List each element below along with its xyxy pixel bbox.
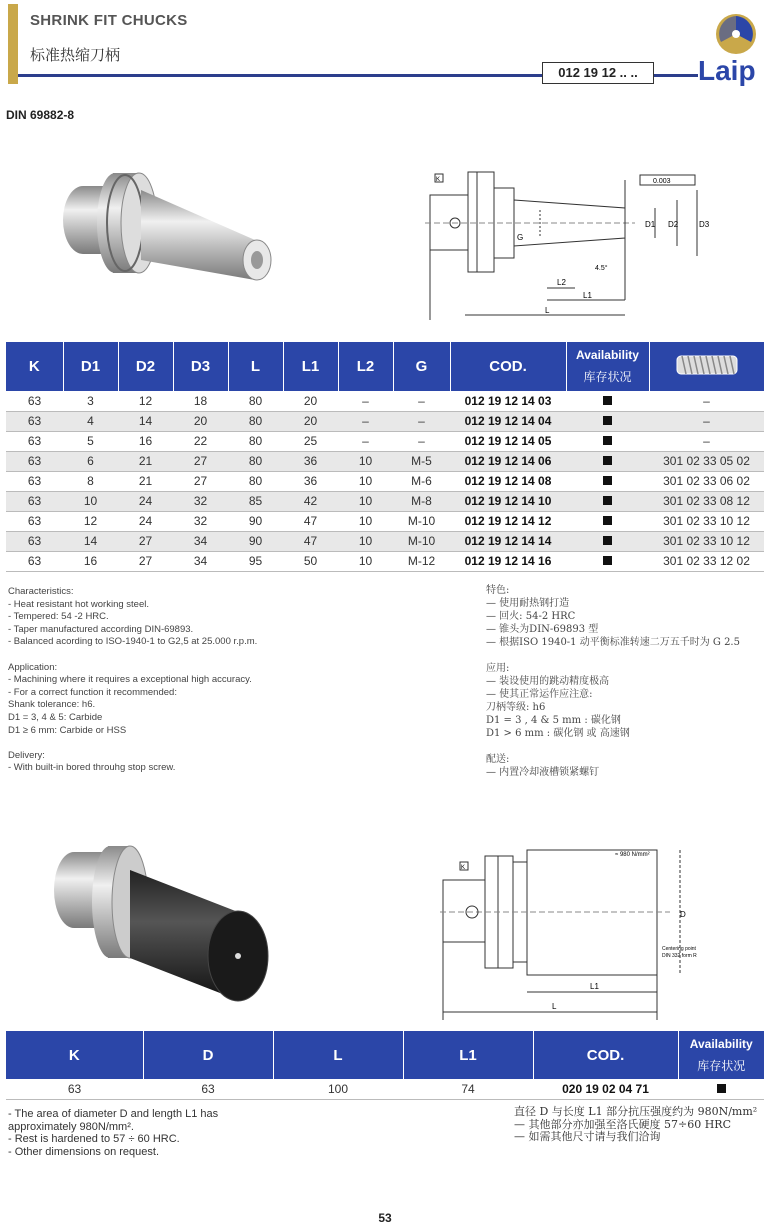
table-cell: – — [338, 391, 393, 411]
table-cell: 22 — [173, 431, 228, 451]
table-cell: 90 — [228, 511, 283, 531]
col-header: D3 — [173, 342, 228, 391]
application-item: D1 ≥ 6 mm: Carbide or HSS — [8, 724, 127, 736]
code-cell: 012 19 12 14 03 — [450, 391, 566, 411]
table-cell: 3 — [63, 391, 118, 411]
screw-icon — [672, 350, 742, 380]
table-cell: – — [393, 391, 450, 411]
application-item-cn: 刀柄等级: h6 — [486, 702, 546, 713]
table-cell: 63 — [6, 531, 63, 551]
dim-label: L — [545, 306, 550, 315]
ref-k-1: K — [436, 177, 441, 183]
table-cell: 27 — [118, 551, 173, 571]
application-item-cn: D1 = 3 , 4 & 5 mm : 碳化钢 — [486, 715, 621, 726]
table-cell: 63 — [6, 551, 63, 571]
table-row — [6, 511, 764, 531]
availability-mark — [566, 491, 649, 511]
table-cell: 21 — [118, 471, 173, 491]
table-cell: 80 — [228, 451, 283, 471]
col-header: K — [6, 342, 63, 391]
table-cell: 18 — [173, 391, 228, 411]
screw-icon-header — [649, 342, 764, 391]
screw-code-cell: 301 02 33 08 12 — [649, 491, 764, 511]
table-cell: 25 — [283, 431, 338, 451]
page-title: SHRINK FIT CHUCKS — [30, 12, 188, 29]
pressure-note: ≈ 980 N/mm² — [615, 852, 650, 858]
table-cell: 4 — [63, 411, 118, 431]
table-cell: 63 — [6, 391, 63, 411]
page-subtitle-cn: 标准热缩刀柄 — [30, 46, 121, 64]
table-cell: 34 — [173, 551, 228, 571]
table-cell: 47 — [283, 511, 338, 531]
ref-k-2: K — [461, 865, 466, 871]
code-cell: 012 19 12 14 14 — [450, 531, 566, 551]
table-cell: 12 — [118, 391, 173, 411]
table-cell: M-10 — [393, 531, 450, 551]
dim-label: L2 — [557, 278, 566, 287]
table-cell: 63 — [6, 491, 63, 511]
screw-code-cell: 301 02 33 12 02 — [649, 551, 764, 571]
application-item: - For a correct function it recommended: — [8, 686, 177, 698]
application-title-cn: 应用: — [486, 663, 510, 674]
col-header: L — [228, 342, 283, 391]
table-cell: 80 — [228, 471, 283, 491]
table-cell: 10 — [338, 491, 393, 511]
technical-drawing-2 — [440, 840, 740, 1025]
dim-label: G — [517, 233, 524, 242]
screw-code-cell: – — [649, 411, 764, 431]
application-item-cn: D1 > 6 mm : 碳化钢 或 高速钢 — [486, 728, 630, 739]
table-cell: – — [338, 431, 393, 451]
characteristics-title-cn: 特色: — [486, 585, 510, 596]
delivery-title: Delivery: — [8, 749, 45, 761]
dim-label: L1 — [583, 291, 592, 300]
dim-label: D2 — [668, 220, 679, 229]
availability-cn: 库存状况 — [697, 1058, 746, 1073]
delivery-item-cn: — 内置冷却液槽锁紧螺钉 — [486, 767, 600, 778]
table-cell: 21 — [118, 451, 173, 471]
code-cell: 012 19 12 14 04 — [450, 411, 566, 431]
code-cell: 012 19 12 14 12 — [450, 511, 566, 531]
table-cell: M-6 — [393, 471, 450, 491]
delivery-item: - With built-in bored throuhg stop screw. — [8, 762, 176, 774]
code-range-box: 012 19 12 .. .. — [542, 62, 654, 84]
table-cell: 36 — [283, 471, 338, 491]
table-cell: 27 — [173, 451, 228, 471]
table-cell: 74 — [403, 1079, 533, 1099]
table-cell: 50 — [283, 551, 338, 571]
code-cell: 012 19 12 14 06 — [450, 451, 566, 471]
table-cell: 10 — [63, 491, 118, 511]
screw-code-cell: 301 02 33 10 12 — [649, 531, 764, 551]
screw-code-cell: – — [649, 391, 764, 411]
availability-mark — [678, 1079, 764, 1099]
table-cell: 20 — [283, 411, 338, 431]
characteristic-item: - Tempered: 54 -2 HRC. — [8, 611, 109, 623]
code-cell: 012 19 12 14 16 — [450, 551, 566, 571]
table-cell: 10 — [338, 451, 393, 471]
table-cell: 85 — [228, 491, 283, 511]
table-cell: 63 — [6, 511, 63, 531]
din-standard: DIN 69882-8 — [6, 108, 75, 122]
table-cell: – — [393, 431, 450, 451]
table-cell: M-12 — [393, 551, 450, 571]
table-cell: 12 — [63, 511, 118, 531]
dim-label: D — [680, 910, 686, 919]
availability-en: Availability — [576, 348, 639, 362]
table-row — [6, 391, 764, 411]
availability-mark — [566, 551, 649, 571]
availability-mark — [566, 511, 649, 531]
availability-mark — [566, 431, 649, 451]
col-header: D1 — [63, 342, 118, 391]
laip-logo — [696, 8, 768, 90]
table-cell: 63 — [6, 411, 63, 431]
bottom-note-cn: — 如需其他尺寸请与我们洽询 — [514, 1130, 661, 1143]
table-cell: – — [338, 411, 393, 431]
table-cell: 24 — [118, 491, 173, 511]
col-header: L1 — [283, 342, 338, 391]
code-cell: 012 19 12 14 08 — [450, 471, 566, 491]
table-cell: 47 — [283, 531, 338, 551]
application-item: - Machining where it requires a exceptional high accuracy. — [8, 674, 252, 686]
table-cell: – — [393, 411, 450, 431]
table-cell: 6 — [63, 451, 118, 471]
screw-code-cell: 301 02 33 06 02 — [649, 471, 764, 491]
col-header: COD. — [450, 342, 566, 391]
characteristic-item: - Heat resistant hot working steel. — [8, 598, 149, 610]
table-cell: M-8 — [393, 491, 450, 511]
col-header: G — [393, 342, 450, 391]
col-header: L1 — [403, 1031, 533, 1079]
application-item-cn: — 装设使用的跳动精度极高 — [486, 676, 610, 687]
table-cell: 24 — [118, 511, 173, 531]
availability-mark — [566, 411, 649, 431]
table-cell: 80 — [228, 391, 283, 411]
table-cell: 16 — [63, 551, 118, 571]
table-cell: 36 — [283, 451, 338, 471]
bottom-note: - The area of diameter D and length L1 has — [8, 1108, 219, 1120]
table-cell: 32 — [173, 491, 228, 511]
table-cell: 10 — [338, 531, 393, 551]
product-image-2 — [48, 840, 278, 1005]
code-cell: 012 19 12 14 10 — [450, 491, 566, 511]
characteristic-item: - Balanced acording to ISO-1940-1 to G2,5 at 25.000 r.p.m. — [8, 636, 258, 648]
table-cell: 100 — [273, 1079, 403, 1099]
dim-label: L1 — [590, 982, 599, 991]
application-item-cn: — 使其正常运作应注意: — [486, 689, 593, 700]
centering-note-2: DIN 332 form R — [662, 953, 697, 959]
bottom-notes-chinese — [514, 1106, 768, 1144]
application-item: Shank tolerance: h6. — [8, 699, 96, 711]
table-row — [6, 551, 764, 571]
availability-mark — [566, 531, 649, 551]
svg-text:Laip: Laip — [698, 55, 756, 86]
availability-header — [678, 1031, 764, 1079]
table-cell: M-10 — [393, 511, 450, 531]
characteristic-item: - Taper manufactured according DIN-69893. — [8, 623, 194, 635]
code-cell: 020 19 02 04 71 — [533, 1079, 678, 1099]
table-row — [6, 411, 764, 431]
table-cell: 63 — [6, 431, 63, 451]
screw-code-cell: 301 02 33 05 02 — [649, 451, 764, 471]
characteristic-item-cn: — 根据ISO 1940-1 动平衡标准转速二万五千时为 G 2.5 — [486, 637, 740, 648]
table-cell: 20 — [283, 391, 338, 411]
characteristic-item-cn: — 回火: 54-2 HRC — [486, 611, 576, 622]
table-cell: 63 — [6, 471, 63, 491]
bottom-notes-english — [8, 1108, 308, 1158]
table-cell: M-5 — [393, 451, 450, 471]
spec-table-1 — [6, 342, 764, 572]
availability-cn: 库存状况 — [583, 370, 632, 384]
availability-mark — [566, 451, 649, 471]
availability-mark — [566, 471, 649, 491]
col-header: COD. — [533, 1031, 678, 1079]
screw-code-cell: 301 02 33 10 12 — [649, 511, 764, 531]
product-image-1 — [55, 168, 285, 318]
characteristic-item-cn: — 锥头为DIN-69893 型 — [486, 624, 599, 635]
col-header: K — [6, 1031, 143, 1079]
table-cell: 63 — [6, 451, 63, 471]
spec-table-2 — [6, 1031, 764, 1100]
table-cell: 10 — [338, 471, 393, 491]
table-cell: 80 — [228, 431, 283, 451]
col-header: L2 — [338, 342, 393, 391]
bottom-note-cn: — 其他部分亦加强至洛氏硬度 57÷60 HRC — [514, 1117, 731, 1131]
col-header: D2 — [118, 342, 173, 391]
tolerance-value-1: 0.003 — [653, 178, 671, 185]
table-cell: 10 — [338, 551, 393, 571]
table-row — [6, 491, 764, 511]
bottom-note-cn: 直径 D 与长度 L1 部分抗压强度约为 980N/mm² — [514, 1105, 758, 1118]
bottom-note: - Other dimensions on request. — [8, 1145, 160, 1158]
application-item: D1 = 3, 4 & 5: Carbide — [8, 711, 103, 723]
notes-chinese — [486, 584, 766, 779]
table-row — [6, 1079, 764, 1099]
dim-label: L — [552, 1002, 557, 1011]
table-cell: 5 — [63, 431, 118, 451]
table-cell: 34 — [173, 531, 228, 551]
table-row — [6, 531, 764, 551]
page-number: 53 — [378, 1211, 392, 1225]
table-cell: 27 — [173, 471, 228, 491]
screw-code-cell: – — [649, 431, 764, 451]
availability-header — [566, 342, 649, 391]
dim-label: D1 — [645, 220, 656, 229]
code-cell: 012 19 12 14 05 — [450, 431, 566, 451]
col-header: L — [273, 1031, 403, 1079]
table-cell: 63 — [6, 1079, 143, 1099]
table-cell: 8 — [63, 471, 118, 491]
delivery-title-cn: 配送: — [486, 754, 510, 765]
application-title: Application: — [8, 661, 58, 673]
table-cell: 90 — [228, 531, 283, 551]
table-row — [6, 451, 764, 471]
table-cell: 14 — [63, 531, 118, 551]
bottom-note: - Rest is hardened to 57 ÷ 60 HRC. — [8, 1133, 180, 1145]
table-cell: 14 — [118, 411, 173, 431]
table-row — [6, 431, 764, 451]
characteristics-title: Characteristics: — [8, 586, 74, 597]
availability-en: Availability — [689, 1036, 753, 1051]
table-cell: 32 — [173, 511, 228, 531]
table-cell: 42 — [283, 491, 338, 511]
table-row — [6, 471, 764, 491]
bottom-note: approximately 980N/mm². — [8, 1120, 134, 1133]
dim-label: D3 — [699, 220, 710, 229]
header-accent-bar — [8, 4, 18, 84]
table-cell: 27 — [118, 531, 173, 551]
angle-label: 4.5° — [595, 265, 608, 272]
table-cell: 20 — [173, 411, 228, 431]
table-cell: 80 — [228, 411, 283, 431]
notes-english — [8, 586, 338, 775]
table-cell: 95 — [228, 551, 283, 571]
technical-drawing-1 — [415, 160, 715, 325]
col-header: D — [143, 1031, 273, 1079]
table-cell: 16 — [118, 431, 173, 451]
table-cell: 63 — [143, 1079, 273, 1099]
centering-note-1: Centering point — [662, 946, 696, 952]
characteristic-item-cn: — 使用耐热钢打造 — [486, 598, 570, 609]
availability-mark — [566, 391, 649, 411]
table-cell: 10 — [338, 511, 393, 531]
